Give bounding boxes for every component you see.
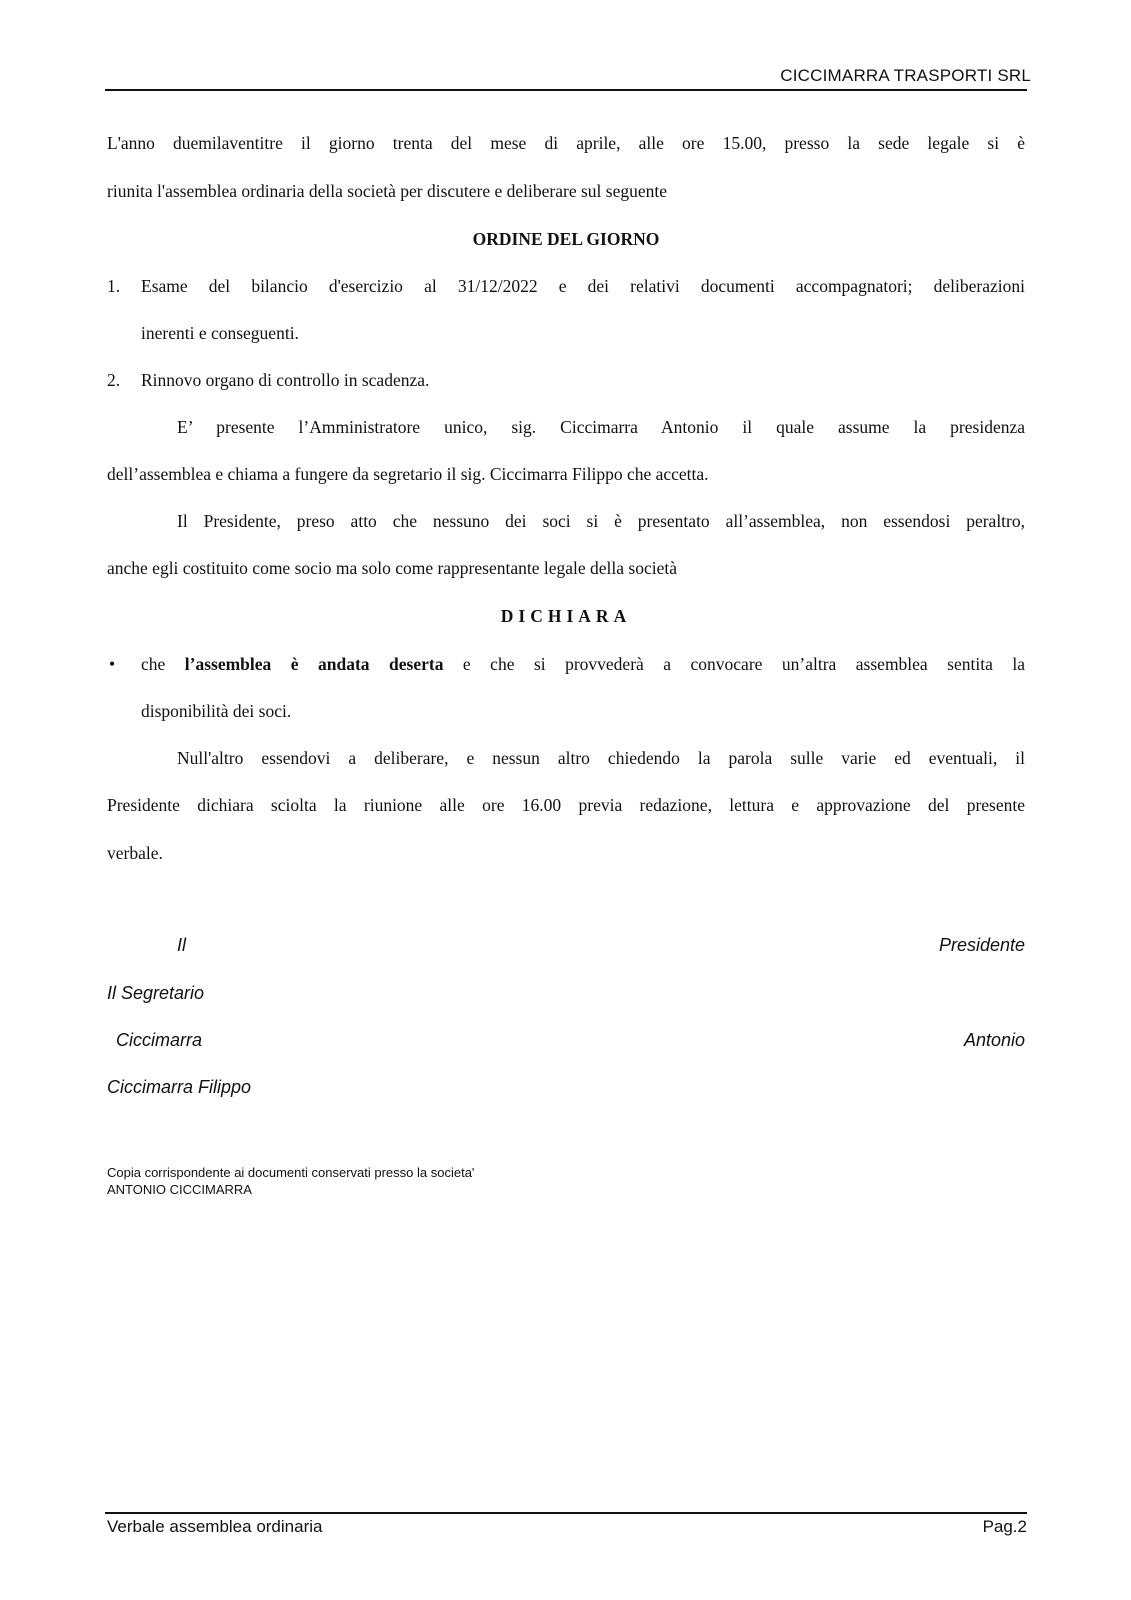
bullet-icon: •	[109, 654, 116, 674]
agenda-item-2-number: 2.	[107, 370, 121, 390]
declaration-bold: l’assemblea è andata deserta	[184, 654, 444, 674]
certification-line-2: ANTONIO CICCIMARRA	[107, 1182, 252, 1197]
agenda-item-2-line-1: Rinnovo organo di controllo in scadenza.	[141, 370, 430, 390]
footer-title: Verbale assemblea ordinaria	[107, 1517, 323, 1536]
header-rule	[105, 89, 1027, 91]
declaration-pre: che	[141, 654, 185, 674]
agenda-item-1-line-1: Esame del bilancio d'esercizio al 31/12/2022 e dei relativi documenti accompagnatori; deliberazioni	[141, 276, 1025, 296]
declaration-line-1	[141, 654, 1025, 675]
agenda-title: ORDINE DEL GIORNO	[472, 229, 660, 249]
declaration-post: e che si provvederà a convocare un’altra assemblea sentita la	[443, 654, 1025, 674]
page-number: Pag.2	[982, 1517, 1027, 1536]
presence-line-1: E’ presente l’Amministratore unico, sig. Ciccimarra Antonio il quale assume la presidenza	[177, 417, 1025, 437]
declaration-line-2: disponibilità dei soci.	[141, 701, 292, 721]
presence-line-2: dell’assemblea e chiama a fungere da segretario il sig. Ciccimarra Filippo che accetta.	[107, 464, 709, 484]
agenda-item-1-line-2: inerenti e conseguenti.	[141, 323, 299, 343]
intro-line-2: riunita l'assemblea ordinaria della società per discutere e deliberare sul seguente	[107, 181, 667, 201]
signature-antonio: Antonio	[963, 1030, 1025, 1050]
agenda-item-1-number: 1.	[107, 276, 121, 296]
closing-line-2: Presidente dichiara sciolta la riunione alle ore 16.00 previa redazione, lettura e approvazione del presente	[107, 795, 1025, 815]
intro-line-1: L'anno duemilaventitre il giorno trenta del mese di aprile, alle ore 15.00, presso la sede legale si è	[107, 133, 1025, 153]
president-note-line-1: Il Presidente, preso atto che nessuno dei soci si è presentato all’assemblea, non essendosi peraltro,	[177, 511, 1025, 531]
company-header: CICCIMARRA TRASPORTI SRL	[780, 66, 1031, 85]
footer-rule	[105, 1512, 1027, 1514]
signature-presidente: Presidente	[938, 935, 1025, 955]
certification-line-1: Copia corrispondente ai documenti conservati presso la societa'	[107, 1165, 475, 1180]
signature-ciccimarra: Ciccimarra	[116, 1030, 203, 1050]
closing-line-1: Null'altro essendovi a deliberare, e nessun altro chiedendo la parola sulle varie ed eventuali, il	[177, 748, 1025, 768]
president-note-line-2: anche egli costituito come socio ma solo come rappresentante legale della società	[107, 558, 677, 578]
signature-ciccimarra-filippo: Ciccimarra Filippo	[107, 1077, 252, 1097]
signature-segretario-label: Il Segretario	[107, 983, 205, 1003]
closing-line-3: verbale.	[107, 843, 163, 863]
declaration-title: DICHIARA	[500, 606, 632, 626]
signature-il: Il	[177, 935, 186, 955]
